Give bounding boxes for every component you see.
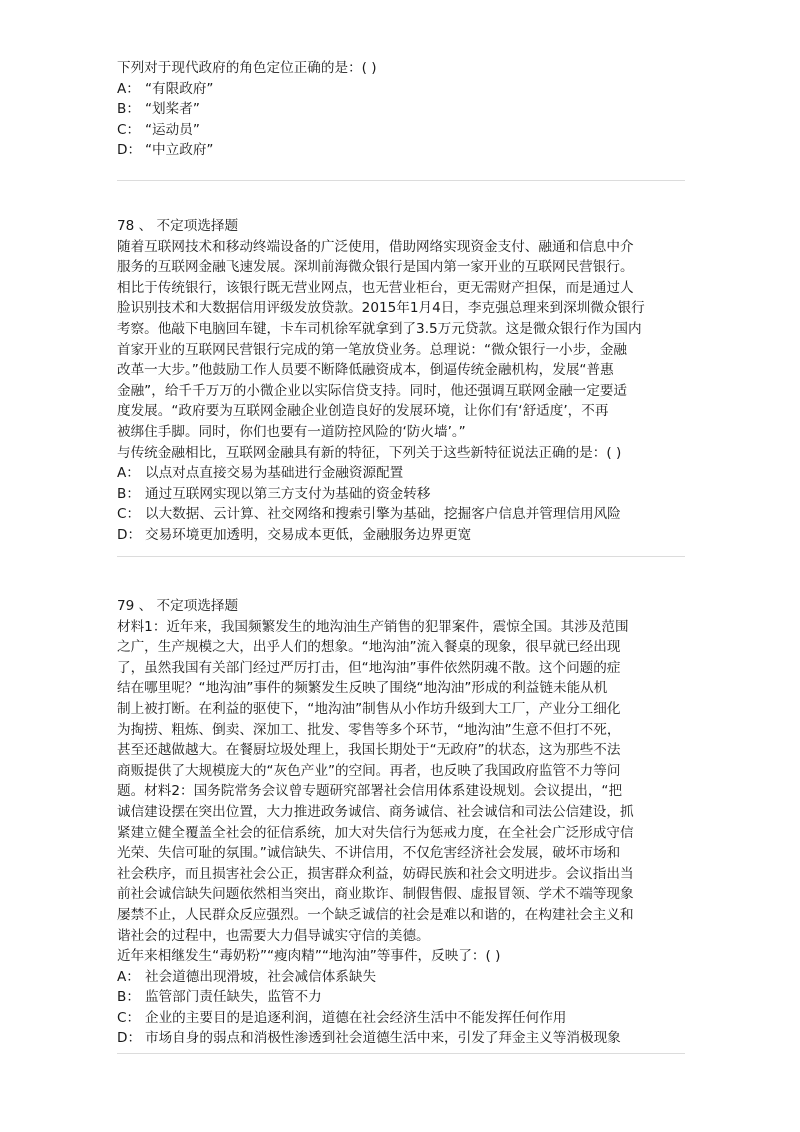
option-text: 通过互联网实现以第三方支付为基础的资金转移 [145, 485, 431, 502]
option-text: 以点对点直接交易为基础进行金融资源配置 [145, 465, 404, 482]
option-b[interactable] [117, 987, 634, 1008]
section-divider [117, 1053, 685, 1054]
question-stem: 近年来相继发生“毒奶粉”“瘦肉精”“地沟油”等事件，反映了：( ) [117, 948, 501, 965]
question-77 [117, 58, 377, 161]
option-label: D： [117, 142, 142, 159]
question-stem: 下列对于现代政府的角色定位正确的是：( ) [117, 60, 377, 76]
passage-line: 制上被打断。在利益的驱使下，“地沟油”制售从小作坊升级到大工厂，产业分工细化 [117, 700, 621, 717]
passage-line: 材料1：近年来，我国频繁发生的地沟油生产销售的犯罪案件，震惊全国。其涉及范围 [117, 618, 629, 635]
option-text: “中立政府” [145, 142, 214, 159]
option-a[interactable] [117, 967, 634, 988]
passage-line: 谐社会的过程中，也需要大力倡导诚实守信的美德。 [117, 927, 430, 944]
passage-line: 结在哪里呢？“地沟油”事件的频繁发生反映了围绕“地沟油”形成的利益链未能从机 [117, 680, 608, 697]
option-text: “运动员” [145, 121, 200, 138]
passage-line: 服务的互联网金融飞速发展。深圳前海微众银行是国内第一家开业的互联网民营银行。 [117, 259, 634, 276]
option-label: A： [117, 80, 140, 97]
section-divider [117, 180, 685, 181]
passage-line: 题。材料2：国务院常务会议曾专题研究部署社会信用体系建设规划。会议提出，“把 [117, 783, 623, 800]
question-header: 79 、 不定项选择题 [117, 598, 239, 614]
option-text: 社会道德出现滑坡，社会减信体系缺失 [145, 968, 377, 985]
option-c[interactable] [117, 120, 377, 141]
passage-line: 为掏捞、粗炼、倒卖、深加工、批发、零售等多个环节，“地沟油”生意不但打不死， [117, 721, 621, 738]
passage-line: 被绑住手脚。同时，你们也要有一道防控风险的‘防火墙’。” [117, 423, 466, 440]
passage-line: 度发展。“政府要为互联网金融企业创造良好的发展环境，让你们有‘舒适度’，不再 [117, 403, 609, 420]
option-d[interactable] [117, 525, 645, 546]
option-b[interactable] [117, 484, 645, 505]
option-label: D： [117, 1030, 142, 1047]
question-78 [117, 216, 645, 546]
option-text: “划桨者” [145, 101, 200, 118]
option-label: C： [117, 121, 141, 138]
option-b[interactable] [117, 99, 377, 120]
passage-line: 紧建立健全覆盖全社会的征信系统，加大对失信行为惩戒力度，在全社会广泛形成守信 [117, 824, 634, 841]
passage-line: 屡禁不止，人民群众反应强烈。一个缺乏诚信的社会是难以和谐的，在构建社会主义和 [117, 906, 634, 923]
option-a[interactable] [117, 463, 645, 484]
passage-line: 光荣、失信可耻的氛围。”诚信缺失、不讲信用，不仅危害经济社会发展，破坏市场和 [117, 845, 621, 862]
option-text: 监管部门责任缺失，监管不力 [145, 989, 322, 1006]
question-stem: 与传统金融相比，互联网金融具有新的特征，下列关于这些新特征说法正确的是：( ) [117, 444, 622, 461]
option-d[interactable] [117, 140, 377, 161]
option-text: 以大数据、云计算、社交网络和搜索引擎为基础，挖掘客户信息并管理信用风险 [145, 506, 621, 523]
passage-line: 首家开业的互联网民营银行完成的第一笔放贷业务。总理说：“微众银行一小步，金融 [117, 341, 628, 358]
passage-line: 社会秩序，而且损害社会公正，损害群众利益，妨碍民族和社会文明进步。会议指出当 [117, 865, 634, 882]
option-a[interactable] [117, 79, 377, 100]
option-label: D： [117, 526, 142, 543]
option-text: 市场自身的弱点和消极性渗透到社会道德生活中来，引发了拜金主义等消极现象 [145, 1030, 621, 1047]
passage-line: 甚至还越做越大。在餐厨垃圾处理上，我国长期处于“无政府”的状态，这为那些不法 [117, 742, 621, 759]
passage-line: 改革一大步。”他鼓励工作人员要不断降低融资成本，倒逼传统金融机构，发展“普惠 [117, 362, 614, 379]
passage-line: 相比于传统银行，该银行既无营业网点，也无营业柜台，更无需财产担保，而是通过人 [117, 279, 634, 296]
passage-line: 考察。他敲下电脑回车键，卡车司机徐军就拿到了3.5万元贷款。这是微众银行作为国内 [117, 320, 642, 337]
section-divider [117, 556, 685, 557]
option-text: “有限政府” [145, 80, 214, 97]
option-d[interactable] [117, 1028, 634, 1049]
option-label: B： [117, 989, 140, 1006]
question-79 [117, 596, 634, 1049]
option-label: C： [117, 506, 141, 523]
passage-line: 商贩提供了大规模庞大的“灰色产业”的空间。再者，也反映了我国政府监管不力等问 [117, 762, 621, 779]
passage-line: 前社会诚信缺失问题依然相当突出，商业欺诈、制假售假、虚报冒领、学术不端等现象 [117, 886, 634, 903]
option-c[interactable] [117, 504, 645, 525]
passage-line: 之广，生产规模之大，出乎人们的想象。“地沟油”流入餐桌的现象，很早就已经出现 [117, 639, 621, 656]
question-header: 78 、 不定项选择题 [117, 218, 239, 234]
option-label: B： [117, 101, 140, 118]
option-text: 交易环境更加透明，交易成本更低，金融服务边界更宽 [145, 526, 472, 543]
option-c[interactable] [117, 1008, 634, 1029]
passage-line: 随着互联网技术和移动终端设备的广泛使用，借助网络实现资金支付、融通和信息中介 [117, 238, 634, 255]
option-label: A： [117, 968, 140, 985]
passage-line: 金融”，给千千万万的小微企业以实际信贷支持。同时，他还强调互联网金融一定要适 [117, 382, 628, 399]
passage-line: 诚信建设摆在突出位置，大力推进政务诚信、商务诚信、社会诚信和司法公信建设，抓 [117, 803, 634, 820]
passage-line: 脸识别技术和大数据信用评级发放贷款。2015年1月4日，李克强总理来到深圳微众银行 [117, 300, 645, 317]
option-text: 企业的主要目的是追逐利润，道德在社会经济生活中不能发挥任何作用 [145, 1009, 567, 1026]
passage-line: 了，虽然我国有关部门经过严厉打击，但“地沟油”事件依然阴魂不散。这个问题的症 [117, 659, 621, 676]
option-label: B： [117, 485, 140, 502]
option-label: C： [117, 1009, 141, 1026]
option-label: A： [117, 465, 140, 482]
